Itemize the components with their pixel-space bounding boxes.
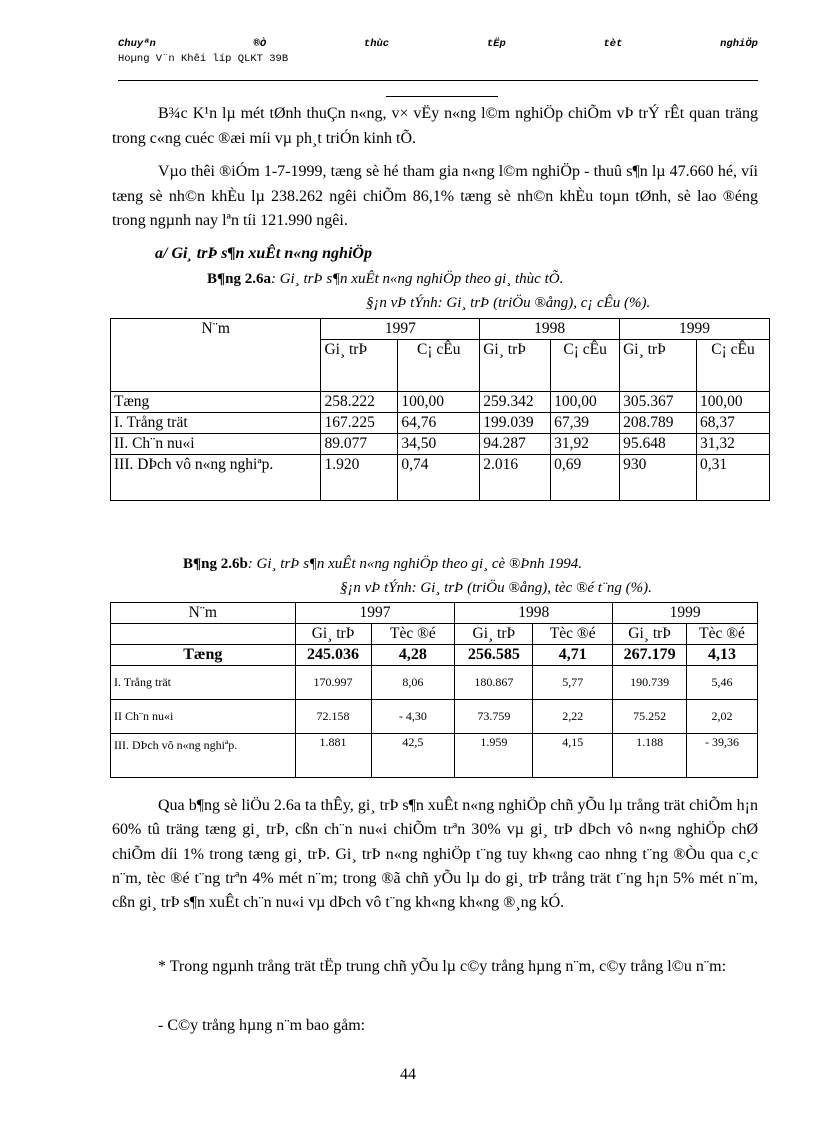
table-cell: 2.016 — [480, 455, 551, 501]
table-cell: 8,06 — [371, 666, 455, 700]
table-a-caption-text: : Gi¸ trÞ s¶n xuÊt n«ng nghiÖp theo gi¸ thùc tÕ. — [270, 271, 564, 287]
table-cell: 68,37 — [697, 413, 770, 434]
table-cell: 67,39 — [551, 413, 620, 434]
table-cell: 258.222 — [321, 392, 398, 413]
table-b-caption-text: : Gi¸ trÞ s¶n xuÊt n«ng nghiÖp theo gi¸ cè ®Þnh 1994. — [247, 556, 582, 572]
table-a-row-label: II. Ch¨n nu«i — [111, 434, 321, 455]
table-b-row-label: Tæng — [111, 645, 296, 666]
table-cell: 930 — [620, 455, 697, 501]
paragraph-analysis: Qua b¶ng sè liÖu 2.6a ta thÊy, gi¸ trÞ s¶n xuÊt n«ng nghiÖp chñ yÕu lµ trång trät chiÕm h¡n 60% tû träng tæng gi¸ trÞ, cßn ch¨n nu«i chiÕm trªn 30% vµ gi¸ trÞ dÞch vô n«ng nghiÖp chØ chiÕm díi 1% trong tæng gi¸ trÞ. Gi¸ trÞ n«ng nghiÖp t¨ng tuy kh«ng cao nhng t¨ng ®Òu qua c¸c n¨m, tèc ®é t¨ng trªn 4% mét n¨m; trong ®ã chñ yÕu lµ do gi¸ trÞ trång trät t¨ng h¡n 5% mét n¨m, cßn gi¸ trÞ s¶n xuÊt ch¨n nu«i vµ dÞch vô t¨ng kh«ng kh«ng ®¸ng kÓ. — [112, 797, 758, 912]
table-row — [111, 666, 758, 700]
table-cell: 2,22 — [533, 700, 613, 734]
table-row — [111, 734, 758, 778]
header-divider — [118, 80, 758, 81]
table-b-caption-label: B¶ng 2.6b — [183, 556, 248, 572]
table-cell: 259.342 — [480, 392, 551, 413]
table-cell: 4,13 — [687, 645, 758, 666]
table-cell: 170.997 — [295, 666, 371, 700]
table-cell: 31,32 — [697, 434, 770, 455]
table-cell: 267.179 — [613, 645, 687, 666]
table-cell: 5,46 — [687, 666, 758, 700]
table-b-unit: §¡n vÞ tÝnh: Gi¸ trÞ (triÖu ®ång), tèc ®é t¨ng (%). — [340, 580, 652, 596]
table-row — [111, 392, 770, 413]
table-cell: 0,31 — [697, 455, 770, 501]
table-b — [110, 602, 758, 778]
page-header — [118, 38, 758, 65]
table-cell: 256.585 — [455, 645, 533, 666]
table-b-row-label: I. Trång trät — [111, 666, 296, 700]
table-cell: 73.759 — [455, 700, 533, 734]
table-cell: 100,00 — [697, 392, 770, 413]
table-cell: 4,15 — [533, 734, 613, 778]
table-a-subheader: C¡ cÊu — [697, 340, 770, 392]
table-cell: 4,71 — [533, 645, 613, 666]
table-cell: 31,92 — [551, 434, 620, 455]
header-word: nghiÖp — [720, 38, 758, 50]
table-b-year-header: N¨m — [111, 603, 296, 624]
table-a-year: 1998 — [480, 319, 620, 340]
table-cell: 89.077 — [321, 434, 398, 455]
table-cell: 0,69 — [551, 455, 620, 501]
table-a-subheader: Gi¸ trÞ — [620, 340, 697, 392]
table-b-subheader: Tèc ®é — [687, 624, 758, 645]
paragraph-population: Vµo thêi ®iÓm 1-7-1999, tæng sè hé tham gia n«ng l©m nghiÖp - thuû s¶n lµ 47.660 hé, víi tæng sè nh©n khÈu lµ 238.262 ngêi chiÕm 86,1% tæng sè nh©n khÈu toµn tØnh, sè lao ®éng trong ngµnh nay lªn tíi 121.990 ngêi. — [112, 163, 758, 229]
table-a-year-header: N¨m — [111, 319, 321, 392]
paragraph-annual-crops: - C©y trång hµng n¨m bao gåm: — [158, 1017, 366, 1034]
header-word: thùc — [363, 38, 390, 50]
table-a-subheader: C¡ cÊu — [551, 340, 620, 392]
table-b-subheader: Gi¸ trÞ — [295, 624, 371, 645]
table-row — [111, 700, 758, 734]
table-cell: 64,76 — [398, 413, 480, 434]
table-row — [111, 624, 758, 645]
table-cell: 42,5 — [371, 734, 455, 778]
table-row — [111, 413, 770, 434]
table-a-row-label: I. Trång trät — [111, 413, 321, 434]
header-divider-short — [386, 96, 498, 97]
table-cell: 100,00 — [551, 392, 620, 413]
table-b-row-label: III. DÞch vô n«ng nghiªp. — [111, 734, 296, 778]
table-cell: 180.867 — [455, 666, 533, 700]
table-row — [111, 645, 758, 666]
table-row — [111, 434, 770, 455]
table-cell: 245.036 — [295, 645, 371, 666]
table-cell: 167.225 — [321, 413, 398, 434]
table-cell: 305.367 — [620, 392, 697, 413]
table-cell: - 39,36 — [687, 734, 758, 778]
table-cell: 95.648 — [620, 434, 697, 455]
table-b-subheader: Tèc ®é — [533, 624, 613, 645]
paragraph-crops: * Trong ngµnh trång trät tËp trung chñ yÕu lµ c©y trång hµng n¨m, c©y trång l©u n¨m: — [158, 958, 727, 975]
table-b-row-label: II Ch¨n nu«i — [111, 700, 296, 734]
table-b-year: 1997 — [295, 603, 455, 624]
table-cell: 190.739 — [613, 666, 687, 700]
header-word: Chuyªn — [118, 38, 156, 50]
header-word: tËp — [486, 38, 506, 50]
header-word: ®Ò — [253, 38, 267, 50]
table-a-caption-label: B¶ng 2.6a — [207, 271, 271, 287]
table-a-caption — [207, 271, 563, 288]
table-a-subheader: Gi¸ trÞ — [480, 340, 551, 392]
page-number: 44 — [400, 1066, 416, 1083]
table-a-year: 1999 — [620, 319, 770, 340]
table-cell: 75.252 — [613, 700, 687, 734]
table-cell: 2,02 — [687, 700, 758, 734]
table-cell: 4,28 — [371, 645, 455, 666]
table-b-caption — [183, 556, 582, 573]
table-row — [111, 319, 770, 340]
table-cell: 0,74 — [398, 455, 480, 501]
table-cell: 199.039 — [480, 413, 551, 434]
header-word: tèt — [603, 38, 623, 50]
table-cell: 72.158 — [295, 700, 371, 734]
table-cell: 100,00 — [398, 392, 480, 413]
table-a — [110, 318, 770, 501]
table-b-year: 1998 — [455, 603, 613, 624]
table-cell: 34,50 — [398, 434, 480, 455]
table-b-subheader: Gi¸ trÞ — [613, 624, 687, 645]
table-b-year: 1999 — [613, 603, 758, 624]
table-a-year: 1997 — [321, 319, 480, 340]
table-b-subheader: Gi¸ trÞ — [455, 624, 533, 645]
paragraph-intro: B¾c K¹n lµ mét tØnh thuÇn n«ng, v× vËy n«ng l©m nghiÖp chiÕm vÞ trÝ rÊt quan träng trong c«ng cuéc ®æi míi vµ ph¸t triÓn kinh tÕ. — [112, 105, 758, 147]
header-author: Hoµng V¨n Khêi líp QLKT 39B — [118, 53, 289, 65]
table-cell: 208.789 — [620, 413, 697, 434]
table-cell: 5,77 — [533, 666, 613, 700]
table-cell: 1.959 — [455, 734, 533, 778]
table-row — [111, 455, 770, 501]
table-a-subheader: Gi¸ trÞ — [321, 340, 398, 392]
table-cell: 94.287 — [480, 434, 551, 455]
table-b-empty-cell — [111, 624, 296, 645]
header-title-row — [118, 38, 758, 50]
table-row — [111, 603, 758, 624]
table-a-row-label: Tæng — [111, 392, 321, 413]
table-b-subheader: Tèc ®é — [371, 624, 455, 645]
table-cell: 1.188 — [613, 734, 687, 778]
section-heading: a/ Gi¸ trÞ s¶n xuÊt n«ng nghiÖp — [155, 245, 372, 262]
table-a-unit: §¡n vÞ tÝnh: Gi¸ trÞ (triÖu ®ång), c¡ cÊu (%). — [366, 295, 651, 311]
table-cell: 1.920 — [321, 455, 398, 501]
table-a-subheader: C¡ cÊu — [398, 340, 480, 392]
table-cell: 1.881 — [295, 734, 371, 778]
table-a-row-label: III. DÞch vô n«ng nghiªp. — [111, 455, 321, 501]
table-cell: - 4,30 — [371, 700, 455, 734]
